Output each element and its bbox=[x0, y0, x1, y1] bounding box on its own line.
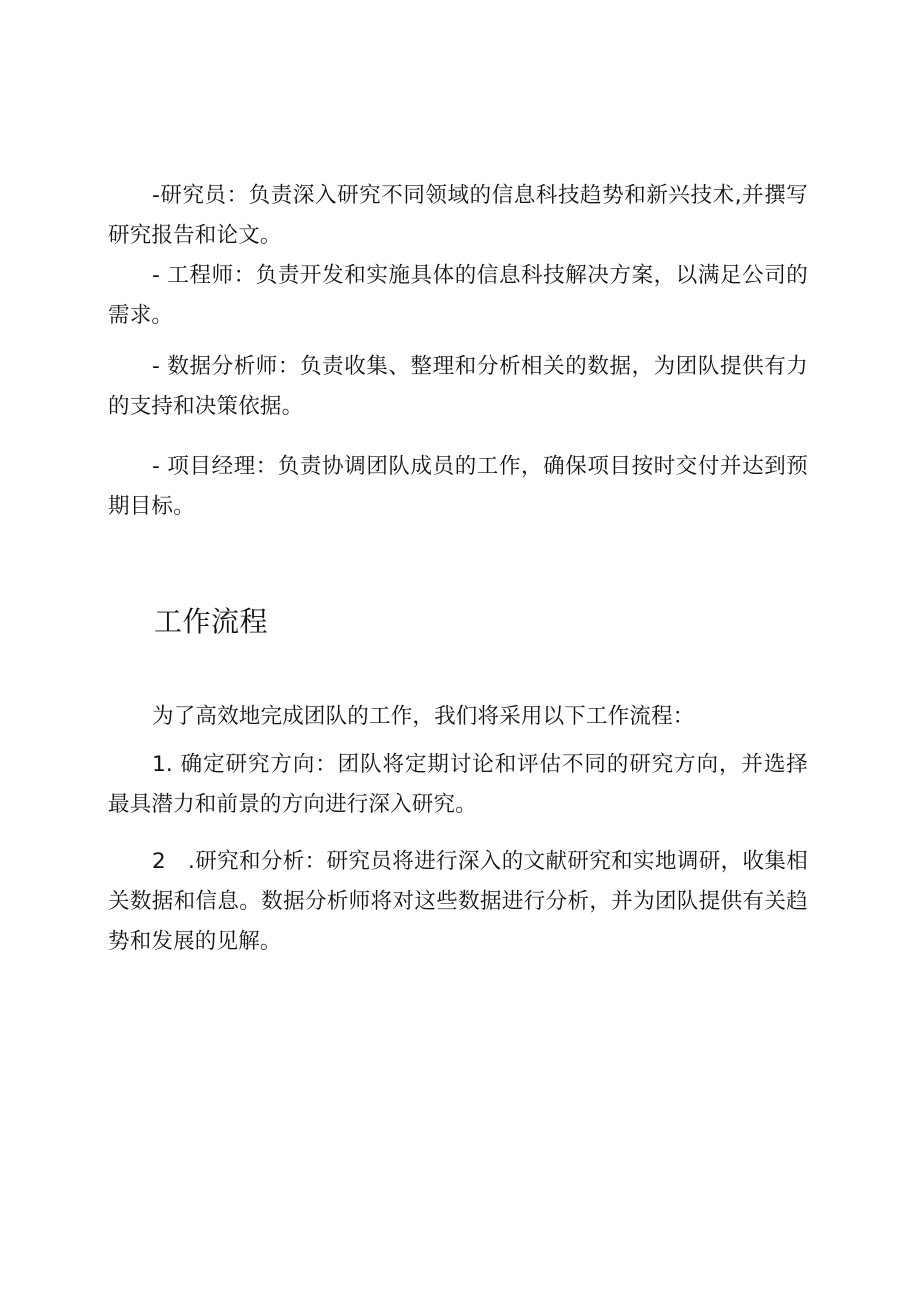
workflow-step-1: 1. 确定研究方向：团队将定期讨论和评估不同的研究方向，并选择最具潜力和前景的方向进行深入研究。 bbox=[108, 752, 808, 817]
role-data-analyst: - 数据分析师：负责收集、整理和分析相关的数据，为团队提供有力的支持和决策依据。 bbox=[108, 354, 808, 419]
workflow-intro: 为了高效地完成团队的工作，我们将采用以下工作流程： bbox=[152, 704, 695, 729]
role-project-manager: - 项目经理：负责协调团队成员的工作，确保项目按时交付并达到预期目标。 bbox=[108, 454, 808, 519]
role-researcher: -研究员：负责深入研究不同领域的信息科技趋势和新兴技术,并撰写研究报告和论文。 bbox=[108, 183, 808, 248]
role-engineer: - 工程师：负责开发和实施具体的信息科技解决方案，以满足公司的需求。 bbox=[108, 263, 808, 328]
workflow-step-2: 2 .研究和分析：研究员将进行深入的文献研究和实地调研，收集相关数据和信息。数据分析师将对这些数据进行分析，并为团队提供有关趋势和发展的见解。 bbox=[108, 849, 808, 954]
section-heading-workflow: 工作流程 bbox=[154, 605, 269, 638]
